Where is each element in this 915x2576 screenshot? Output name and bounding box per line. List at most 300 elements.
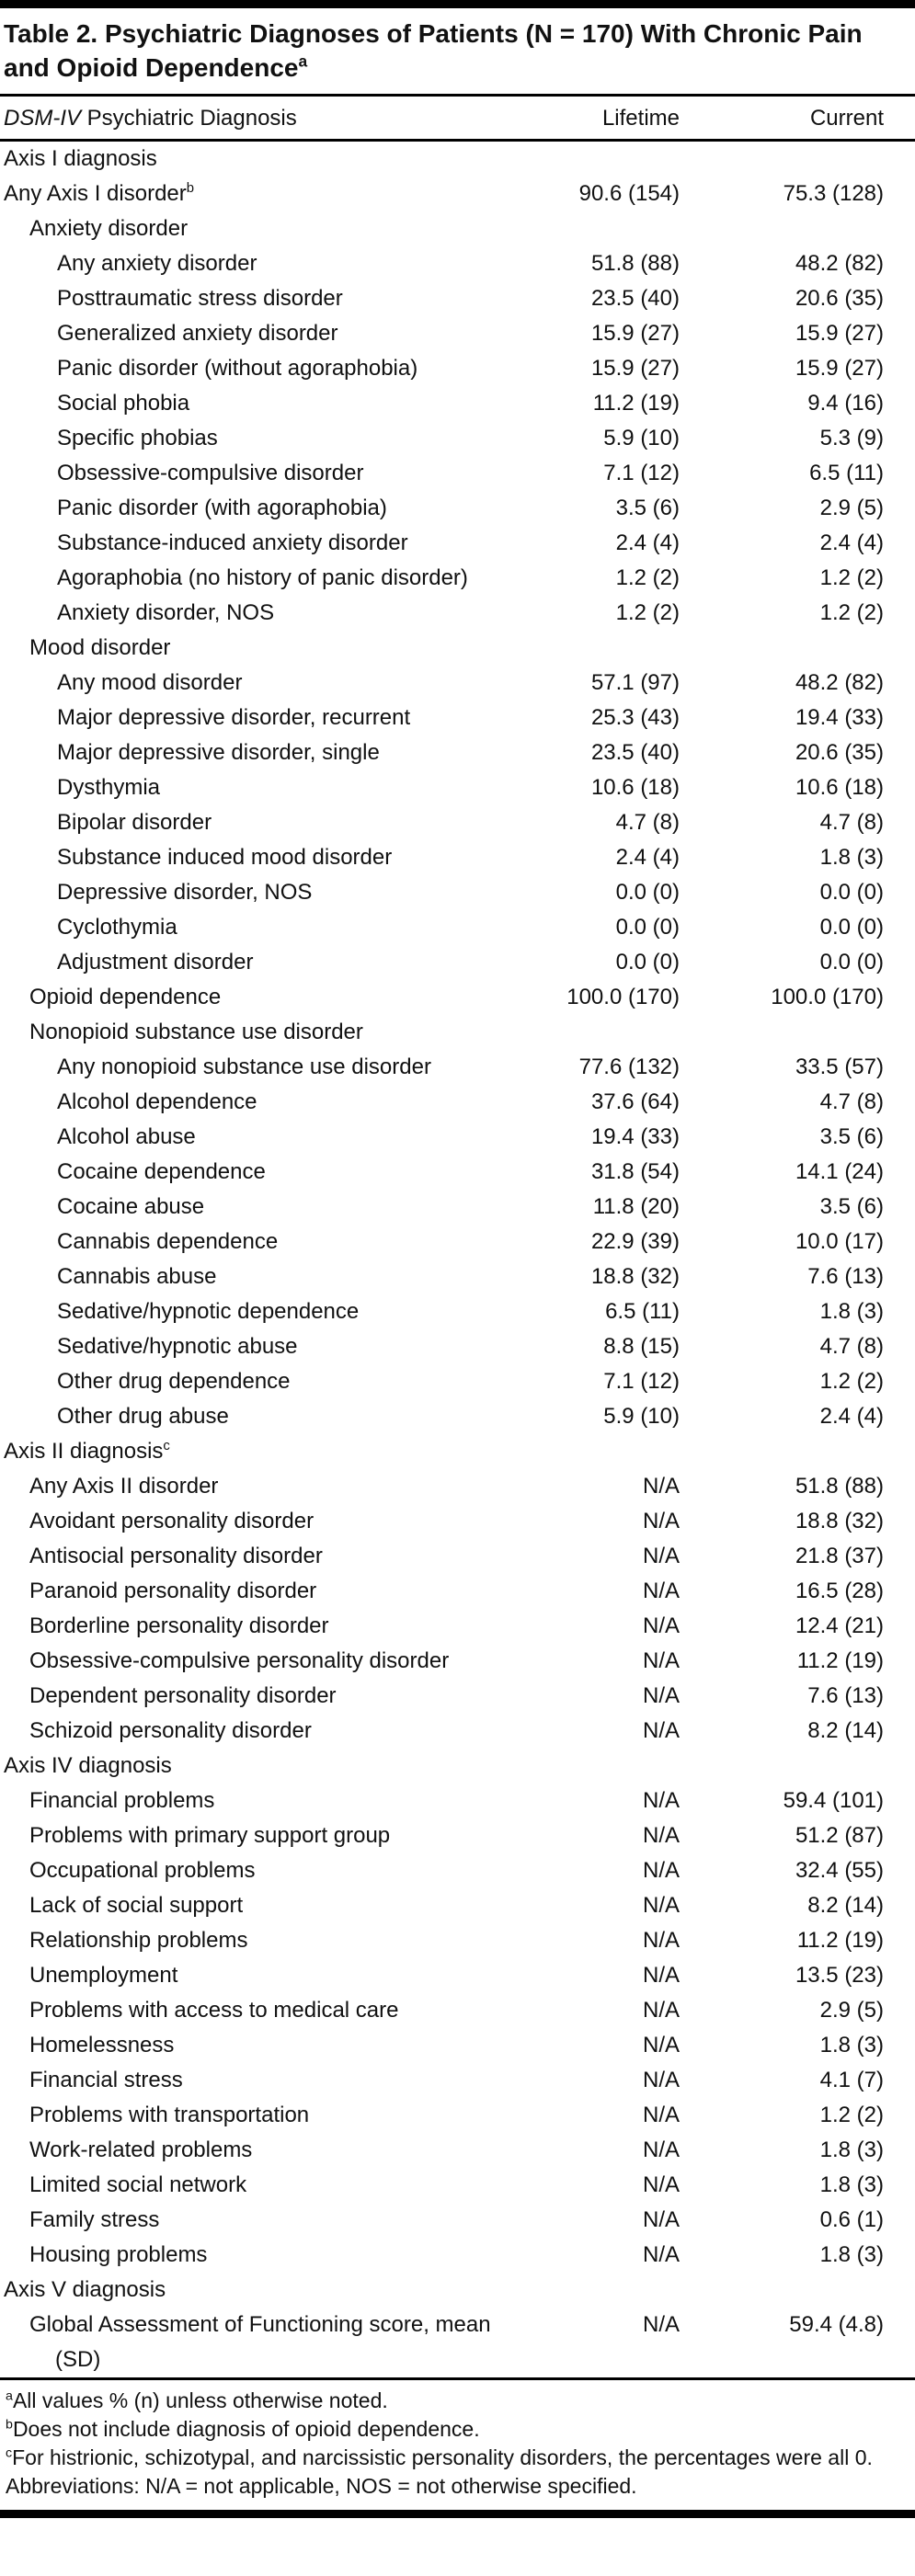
diagnosis-label: Antisocial personality disorder [29, 1544, 323, 1568]
current-value: 0.0 (0) [819, 915, 884, 940]
diagnosis-label: Bipolar disorder [57, 810, 212, 835]
diagnosis-cell [0, 246, 529, 281]
lifetime-value: 0.0 (0) [615, 880, 680, 905]
current-value: 2.9 (5) [819, 1998, 884, 2023]
footnote [4, 2387, 908, 2415]
diagnosis-label-wrap [0, 2063, 529, 2098]
diagnosis-cell [0, 351, 529, 386]
diagnosis-cell [0, 2063, 529, 2098]
lifetime-value: 11.2 (19) [592, 391, 680, 416]
diagnosis-label-wrap [0, 2028, 529, 2063]
current-cell [703, 211, 915, 246]
lifetime-cell [529, 1993, 703, 2028]
table-row [0, 875, 915, 910]
lifetime-cell [529, 1469, 703, 1504]
lifetime-cell [529, 561, 703, 596]
table-row [0, 2063, 915, 2098]
diagnosis-label: Lack of social support [29, 1893, 244, 1918]
diagnosis-label: Major depressive disorder, single [57, 740, 380, 765]
diagnosis-label: Cannabis abuse [57, 1264, 217, 1289]
diagnosis-cell [0, 1749, 529, 1784]
table-row [0, 1085, 915, 1120]
diagnosis-label-wrap [0, 2098, 529, 2133]
lifetime-cell [529, 1644, 703, 1679]
current-value: 59.4 (4.8) [789, 2312, 884, 2337]
diagnosis-superscript: b [186, 181, 195, 196]
diagnosis-label-wrap [0, 1818, 529, 1853]
current-value: 48.2 (82) [795, 670, 884, 695]
current-cell [703, 666, 915, 701]
lifetime-value: 15.9 (27) [590, 321, 680, 346]
current-cell [703, 351, 915, 386]
lifetime-value: N/A [642, 2172, 680, 2197]
current-value: 1.2 (2) [819, 565, 884, 590]
lifetime-value: 10.6 (18) [590, 775, 680, 800]
diagnosis-cell [0, 1155, 529, 1190]
current-value: 7.6 (13) [807, 1264, 884, 1289]
diagnosis-label-wrap [0, 1539, 529, 1574]
current-cell [703, 701, 915, 735]
table-row [0, 1539, 915, 1574]
current-cell [703, 386, 915, 421]
current-value: 6.5 (11) [809, 461, 884, 485]
column-header-diagnosis-italic: DSM-IV [4, 106, 81, 131]
lifetime-value: 8.8 (15) [603, 1334, 680, 1359]
table-row [0, 526, 915, 561]
table-row [0, 1225, 915, 1260]
lifetime-value: 5.9 (10) [603, 426, 680, 450]
diagnosis-cell [0, 666, 529, 701]
column-header-lifetime: Lifetime [529, 97, 703, 141]
diagnosis-label-wrap [0, 2203, 529, 2238]
table-row [0, 631, 915, 666]
diagnosis-label-wrap [0, 1923, 529, 1958]
lifetime-cell [529, 1574, 703, 1609]
diagnosis-label: Unemployment [29, 1963, 178, 1988]
lifetime-cell [529, 910, 703, 945]
diagnosis-label: Any nonopioid substance use disorder [57, 1054, 431, 1079]
diagnosis-cell [0, 1818, 529, 1853]
current-value: 11.2 (19) [796, 1648, 884, 1673]
diagnosis-label: Schizoid personality disorder [29, 1718, 312, 1743]
current-value: 0.0 (0) [819, 950, 884, 975]
diagnosis-label: Axis V diagnosis [4, 2277, 166, 2302]
current-cell [703, 526, 915, 561]
lifetime-value: 4.7 (8) [615, 810, 680, 835]
diagnosis-label-wrap [0, 1853, 529, 1888]
table-row [0, 2203, 915, 2238]
header-row [0, 97, 915, 141]
lifetime-cell [529, 596, 703, 631]
diagnosis-label-wrap [0, 1469, 529, 1504]
lifetime-cell [529, 875, 703, 910]
lifetime-cell [529, 1958, 703, 1993]
table-row [0, 1958, 915, 1993]
table-row [0, 1714, 915, 1749]
diagnosis-cell [0, 2133, 529, 2168]
current-value: 1.8 (3) [819, 2137, 884, 2162]
diagnosis-label: Any Axis I disorder [4, 181, 187, 206]
diagnosis-cell [0, 875, 529, 910]
diagnosis-label-wrap [0, 980, 529, 1015]
diagnosis-label: Sedative/hypnotic abuse [57, 1334, 298, 1359]
footnote-superscript: b [6, 2417, 13, 2433]
current-cell [703, 875, 915, 910]
current-value: 13.5 (23) [795, 1963, 884, 1988]
table-row [0, 177, 915, 211]
lifetime-value: N/A [642, 1683, 680, 1708]
current-value: 51.2 (87) [795, 1823, 884, 1848]
lifetime-cell [529, 840, 703, 875]
current-value: 20.6 (35) [795, 286, 884, 311]
current-value: 21.8 (37) [795, 1544, 884, 1568]
diagnosis-cell [0, 491, 529, 526]
table-row [0, 805, 915, 840]
current-value: 18.8 (32) [795, 1509, 884, 1533]
table-row [0, 141, 915, 177]
diagnosis-label-wrap [0, 1155, 529, 1190]
table-row [0, 2273, 915, 2308]
current-value: 4.7 (8) [819, 1334, 884, 1359]
table-row [0, 1574, 915, 1609]
diagnosis-label-wrap [0, 1574, 529, 1609]
lifetime-cell [529, 2273, 703, 2308]
diagnosis-cell [0, 910, 529, 945]
table-row [0, 491, 915, 526]
diagnosis-label: Anxiety disorder [29, 216, 189, 241]
lifetime-value: N/A [642, 2207, 680, 2232]
current-cell [703, 1120, 915, 1155]
table-row [0, 456, 915, 491]
current-value: 1.8 (3) [819, 845, 884, 870]
diagnosis-cell [0, 177, 529, 211]
diagnosis-label: Axis I diagnosis [4, 146, 157, 171]
lifetime-cell [529, 1539, 703, 1574]
diagnosis-cell [0, 1853, 529, 1888]
current-value: 9.4 (16) [807, 391, 884, 416]
diagnosis-label: Social phobia [57, 391, 190, 416]
diagnosis-label-wrap [0, 1085, 529, 1120]
table-row [0, 1155, 915, 1190]
current-cell [703, 1434, 915, 1469]
lifetime-cell [529, 456, 703, 491]
table-row [0, 1993, 915, 2028]
current-cell [703, 561, 915, 596]
current-value: 19.4 (33) [795, 705, 884, 730]
current-value: 32.4 (55) [795, 1858, 884, 1883]
diagnosis-cell [0, 2308, 529, 2379]
diagnosis-cell [0, 1888, 529, 1923]
table-row [0, 1504, 915, 1539]
current-value: 0.6 (1) [819, 2207, 884, 2232]
lifetime-cell [529, 1120, 703, 1155]
lifetime-value: 7.1 (12) [603, 1369, 680, 1394]
diagnosis-cell [0, 1294, 529, 1329]
lifetime-value: N/A [642, 1998, 680, 2023]
diagnosis-cell [0, 211, 529, 246]
diagnosis-label: Problems with access to medical care [29, 1998, 399, 2023]
diagnosis-label: Depressive disorder, NOS [57, 880, 313, 905]
lifetime-cell [529, 386, 703, 421]
diagnosis-label-wrap [0, 1679, 529, 1714]
lifetime-value: 5.9 (10) [603, 1404, 680, 1429]
diagnosis-label-wrap [0, 1504, 529, 1539]
diagnosis-cell [0, 1225, 529, 1260]
current-cell [703, 177, 915, 211]
diagnosis-label: Financial stress [29, 2068, 183, 2092]
diagnosis-cell [0, 316, 529, 351]
diagnosis-label: Dependent personality disorder [29, 1683, 337, 1708]
lifetime-value: 23.5 (40) [590, 740, 680, 765]
current-cell [703, 1644, 915, 1679]
diagnosis-label: Financial problems [29, 1788, 215, 1813]
lifetime-cell [529, 1888, 703, 1923]
diagnosis-label-wrap [0, 1260, 529, 1294]
table-row [0, 1294, 915, 1329]
current-value: 1.8 (3) [819, 2172, 884, 2197]
lifetime-cell [529, 211, 703, 246]
diagnosis-label: Substance induced mood disorder [57, 845, 393, 870]
table-row [0, 701, 915, 735]
current-cell [703, 805, 915, 840]
lifetime-value: N/A [642, 1928, 680, 1953]
diagnosis-label-wrap [0, 2308, 529, 2377]
diagnosis-label-wrap [0, 666, 529, 701]
lifetime-cell [529, 980, 703, 1015]
table-row [0, 561, 915, 596]
diagnosis-cell [0, 421, 529, 456]
diagnosis-cell [0, 1085, 529, 1120]
diagnosis-label: Mood disorder [29, 635, 171, 660]
lifetime-value: N/A [642, 2242, 680, 2267]
current-cell [703, 1085, 915, 1120]
lifetime-value: N/A [642, 1613, 680, 1638]
current-cell [703, 2133, 915, 2168]
lifetime-cell [529, 141, 703, 177]
diagnosis-label-wrap [0, 1714, 529, 1749]
table-row [0, 2308, 915, 2379]
current-cell [703, 246, 915, 281]
current-value: 8.2 (14) [807, 1718, 884, 1743]
diagnosis-label-wrap [0, 246, 529, 281]
lifetime-cell [529, 945, 703, 980]
diagnoses-table [0, 97, 915, 2380]
top-rule [0, 0, 915, 8]
current-cell [703, 910, 915, 945]
footnote-superscript: a [6, 2388, 13, 2404]
lifetime-value: 25.3 (43) [590, 705, 680, 730]
table-row [0, 596, 915, 631]
diagnosis-label: Other drug abuse [57, 1404, 229, 1429]
current-cell [703, 1574, 915, 1609]
table-row [0, 1399, 915, 1434]
table-title [0, 8, 915, 97]
diagnosis-label: Limited social network [29, 2172, 247, 2197]
current-cell [703, 1294, 915, 1329]
table-row [0, 910, 915, 945]
table-body [0, 141, 915, 2379]
diagnosis-cell [0, 386, 529, 421]
table-row [0, 1923, 915, 1958]
current-cell [703, 1260, 915, 1294]
diagnosis-cell [0, 1399, 529, 1434]
diagnosis-label: Anxiety disorder, NOS [57, 600, 275, 625]
lifetime-value: N/A [642, 1579, 680, 1603]
column-header-diagnosis [0, 97, 529, 141]
table-title-text: Table 2. Psychiatric Diagnoses of Patients (N = 170) With Chronic Pain and Opioid Dependence [4, 19, 863, 82]
diagnosis-label: Major depressive disorder, recurrent [57, 705, 411, 730]
diagnosis-label: Generalized anxiety disorder [57, 321, 338, 346]
diagnosis-label-wrap [0, 1190, 529, 1225]
lifetime-value: N/A [642, 2103, 680, 2127]
diagnosis-label-wrap [0, 1364, 529, 1399]
lifetime-cell [529, 316, 703, 351]
diagnosis-label-wrap [0, 1120, 529, 1155]
diagnosis-label: Panic disorder (with agoraphobia) [57, 496, 387, 520]
current-value: 11.2 (19) [796, 1928, 884, 1953]
diagnosis-label: Alcohol abuse [57, 1124, 196, 1149]
diagnosis-label: Relationship problems [29, 1928, 248, 1953]
diagnosis-label-wrap [0, 386, 529, 421]
table-row [0, 2133, 915, 2168]
table-row [0, 2028, 915, 2063]
current-cell [703, 631, 915, 666]
table-row [0, 980, 915, 1015]
diagnosis-label-wrap [0, 211, 529, 246]
lifetime-cell [529, 2168, 703, 2203]
diagnosis-label: Agoraphobia (no history of panic disorder) [57, 565, 468, 590]
table-row [0, 1364, 915, 1399]
table-row [0, 2168, 915, 2203]
lifetime-cell [529, 1679, 703, 1714]
diagnosis-label: Obsessive-compulsive disorder [57, 461, 364, 485]
lifetime-cell [529, 2238, 703, 2273]
table-row [0, 1190, 915, 1225]
diagnosis-label-wrap [0, 2168, 529, 2203]
diagnosis-label: Obsessive-compulsive personality disorder [29, 1648, 450, 1673]
current-value: 15.9 (27) [795, 321, 884, 346]
lifetime-value: 37.6 (64) [590, 1089, 680, 1114]
diagnosis-cell [0, 1015, 529, 1050]
diagnosis-label: Axis II diagnosis [4, 1439, 164, 1464]
diagnosis-label: Axis IV diagnosis [4, 1753, 172, 1778]
lifetime-value: 90.6 (154) [578, 181, 680, 206]
current-cell [703, 141, 915, 177]
diagnosis-label: Adjustment disorder [57, 950, 254, 975]
lifetime-value: 2.4 (4) [615, 530, 680, 555]
diagnosis-label: Occupational problems [29, 1858, 256, 1883]
diagnosis-label-wrap [0, 840, 529, 875]
diagnosis-cell [0, 1784, 529, 1818]
table-row [0, 1609, 915, 1644]
current-value: 2.9 (5) [819, 496, 884, 520]
lifetime-value: 19.4 (33) [590, 1124, 680, 1149]
lifetime-cell [529, 1364, 703, 1399]
diagnosis-cell [0, 456, 529, 491]
lifetime-value: 51.8 (88) [590, 251, 680, 276]
current-value: 59.4 (101) [783, 1788, 884, 1813]
diagnosis-cell [0, 1539, 529, 1574]
lifetime-value: N/A [642, 2068, 680, 2092]
diagnosis-cell [0, 770, 529, 805]
footnotes [0, 2380, 915, 2510]
table-row [0, 2098, 915, 2133]
lifetime-cell [529, 1085, 703, 1120]
lifetime-value: 2.4 (4) [615, 845, 680, 870]
table-row [0, 1784, 915, 1818]
diagnosis-cell [0, 1190, 529, 1225]
current-value: 8.2 (14) [807, 1893, 884, 1918]
diagnosis-cell [0, 1434, 529, 1469]
current-cell [703, 491, 915, 526]
current-value: 15.9 (27) [795, 356, 884, 381]
diagnosis-cell [0, 2238, 529, 2273]
current-cell [703, 1155, 915, 1190]
current-value: 1.2 (2) [819, 1369, 884, 1394]
lifetime-value: 100.0 (170) [566, 985, 680, 1009]
lifetime-cell [529, 1190, 703, 1225]
diagnosis-cell [0, 1993, 529, 2028]
diagnosis-cell [0, 596, 529, 631]
current-cell [703, 2168, 915, 2203]
diagnosis-label-wrap [0, 1609, 529, 1644]
table-row [0, 1818, 915, 1853]
diagnosis-label-wrap [0, 1225, 529, 1260]
current-value: 1.2 (2) [819, 2103, 884, 2127]
current-cell [703, 2238, 915, 2273]
lifetime-cell [529, 666, 703, 701]
current-cell [703, 596, 915, 631]
table-row [0, 1015, 915, 1050]
current-value: 2.4 (4) [819, 530, 884, 555]
current-cell [703, 980, 915, 1015]
diagnosis-label-wrap [0, 910, 529, 945]
diagnosis-cell [0, 526, 529, 561]
lifetime-value: 7.1 (12) [603, 461, 680, 485]
column-header-current: Current [703, 97, 915, 141]
diagnosis-label: Cyclothymia [57, 915, 177, 940]
diagnosis-cell [0, 1329, 529, 1364]
table-row [0, 1888, 915, 1923]
diagnosis-cell [0, 1958, 529, 1993]
diagnosis-label-wrap [0, 1434, 529, 1469]
diagnosis-cell [0, 631, 529, 666]
table-row [0, 666, 915, 701]
diagnosis-label-wrap [0, 1050, 529, 1085]
lifetime-value: N/A [642, 1893, 680, 1918]
diagnosis-label-wrap [0, 177, 529, 211]
diagnosis-label-wrap [0, 142, 529, 177]
current-value: 10.0 (17) [795, 1229, 884, 1254]
lifetime-cell [529, 1434, 703, 1469]
lifetime-value: 0.0 (0) [615, 950, 680, 975]
diagnosis-cell [0, 1050, 529, 1085]
current-cell [703, 1888, 915, 1923]
diagnosis-label-wrap [0, 875, 529, 910]
diagnosis-cell [0, 2168, 529, 2203]
current-cell [703, 1923, 915, 1958]
diagnosis-cell [0, 1714, 529, 1749]
table-row [0, 735, 915, 770]
diagnosis-label-wrap [0, 1015, 529, 1050]
current-cell [703, 1399, 915, 1434]
lifetime-cell [529, 491, 703, 526]
current-value: 100.0 (170) [771, 985, 884, 1009]
footnote [4, 2444, 908, 2472]
diagnosis-cell [0, 840, 529, 875]
diagnosis-superscript: c [163, 1439, 170, 1453]
lifetime-cell [529, 2098, 703, 2133]
